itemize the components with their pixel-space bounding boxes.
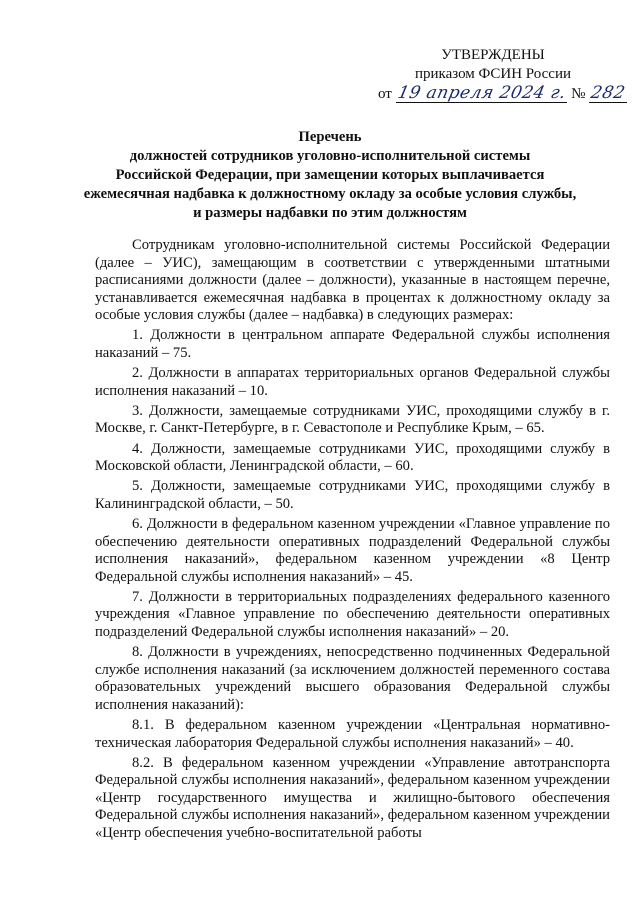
list-item: 6. Должности в федеральном казенном учреждении «Главное управление по обеспечению деятельности оперативных подразделений Федеральной службы исполнения наказаний», федеральном казенном учреждении «8 Центр Федеральной службы исполнения наказаний» – 45. [95, 515, 610, 585]
list-item: 2. Должности в аппаратах территориальных органов Федеральной службы исполнения наказаний – 10. [95, 365, 610, 399]
list-item: 3. Должности, замещаемые сотрудниками УИС, проходящими службу в г. Москве, г. Санкт-Петербурге, в г. Севастополе и Республике Крым, – 65. [95, 402, 610, 437]
number-label: № [571, 86, 586, 102]
list-item: 7. Должности в территориальных подразделениях федерального казенного учреждения «Главное управление по обеспечению деятельности оперативных подразделений Федеральной службы исполнения наказаний» – 20. [95, 588, 610, 640]
handwritten-date: 19 апреля 2024 г. [395, 83, 568, 103]
number-field [589, 83, 628, 103]
approval-reference [378, 83, 628, 104]
list-item: 8. Должности в учреждениях, непосредственно подчиненных Федеральной службе исполнения наказаний (за исключением должностей переменного состава образовательных учреждений высшего образования Федеральной службы исполнения наказаний): [95, 644, 610, 713]
from-label: от [378, 86, 392, 102]
title-line: Перечень [298, 129, 362, 145]
approval-block [378, 46, 628, 104]
handwritten-number: 282 [589, 83, 628, 103]
title-line: и размеры надбавки по этим должностям [193, 205, 467, 221]
list-item: 8.2. В федеральном казенном учреждении «Управление автотранспорта Федеральной службы исполнения наказаний», федеральном казенном учреждении «Центр государственного имущества и жилищно-бытового обеспечения Федеральной службы исполнения наказаний», федеральном казенном учреждении «Центр обеспечения учебно-воспитательной работы [95, 754, 610, 841]
intro-paragraph: Сотрудникам уголовно-исполнительной системы Российской Федерации (далее – УИС), замещающим в соответствии с утвержденными штатными расписаниями должности (далее – должности), указанные в настоящем перечне, устанавливается ежемесячная надбавка в процентах к должностному окладу за особые условия службы (далее – надбавка) в следующих размерах: [95, 237, 610, 324]
list-item: 1. Должности в центральном аппарате Федеральной службы исполнения наказаний – 75. [95, 327, 610, 362]
list-item: 8.1. В федеральном казенном учреждении «Центральная нормативно-техническая лаборатория Федеральной службы исполнения наказаний» – 40. [95, 716, 610, 751]
document-body [95, 237, 610, 845]
title-line: ежемесячная надбавка к должностному окладу за особые условия службы, [83, 186, 577, 202]
list-item: 4. Должности, замещаемые сотрудниками УИС, проходящими службу в Московской области, Ленинградской области, – 60. [95, 440, 610, 475]
list-item: 5. Должности, замещаемые сотрудниками УИС, проходящими службу в Калининградской области, – 50. [95, 478, 610, 512]
approval-heading: УТВЕРЖДЕНЫ [441, 47, 545, 63]
title-line: Российской Федерации, при замещении которых выплачивается [115, 167, 545, 183]
title-line: должностей сотрудников уголовно-исполнительной системы [129, 148, 531, 164]
date-field [395, 83, 568, 103]
document-title [70, 128, 590, 223]
approval-order-line: приказом ФСИН России [414, 66, 572, 82]
